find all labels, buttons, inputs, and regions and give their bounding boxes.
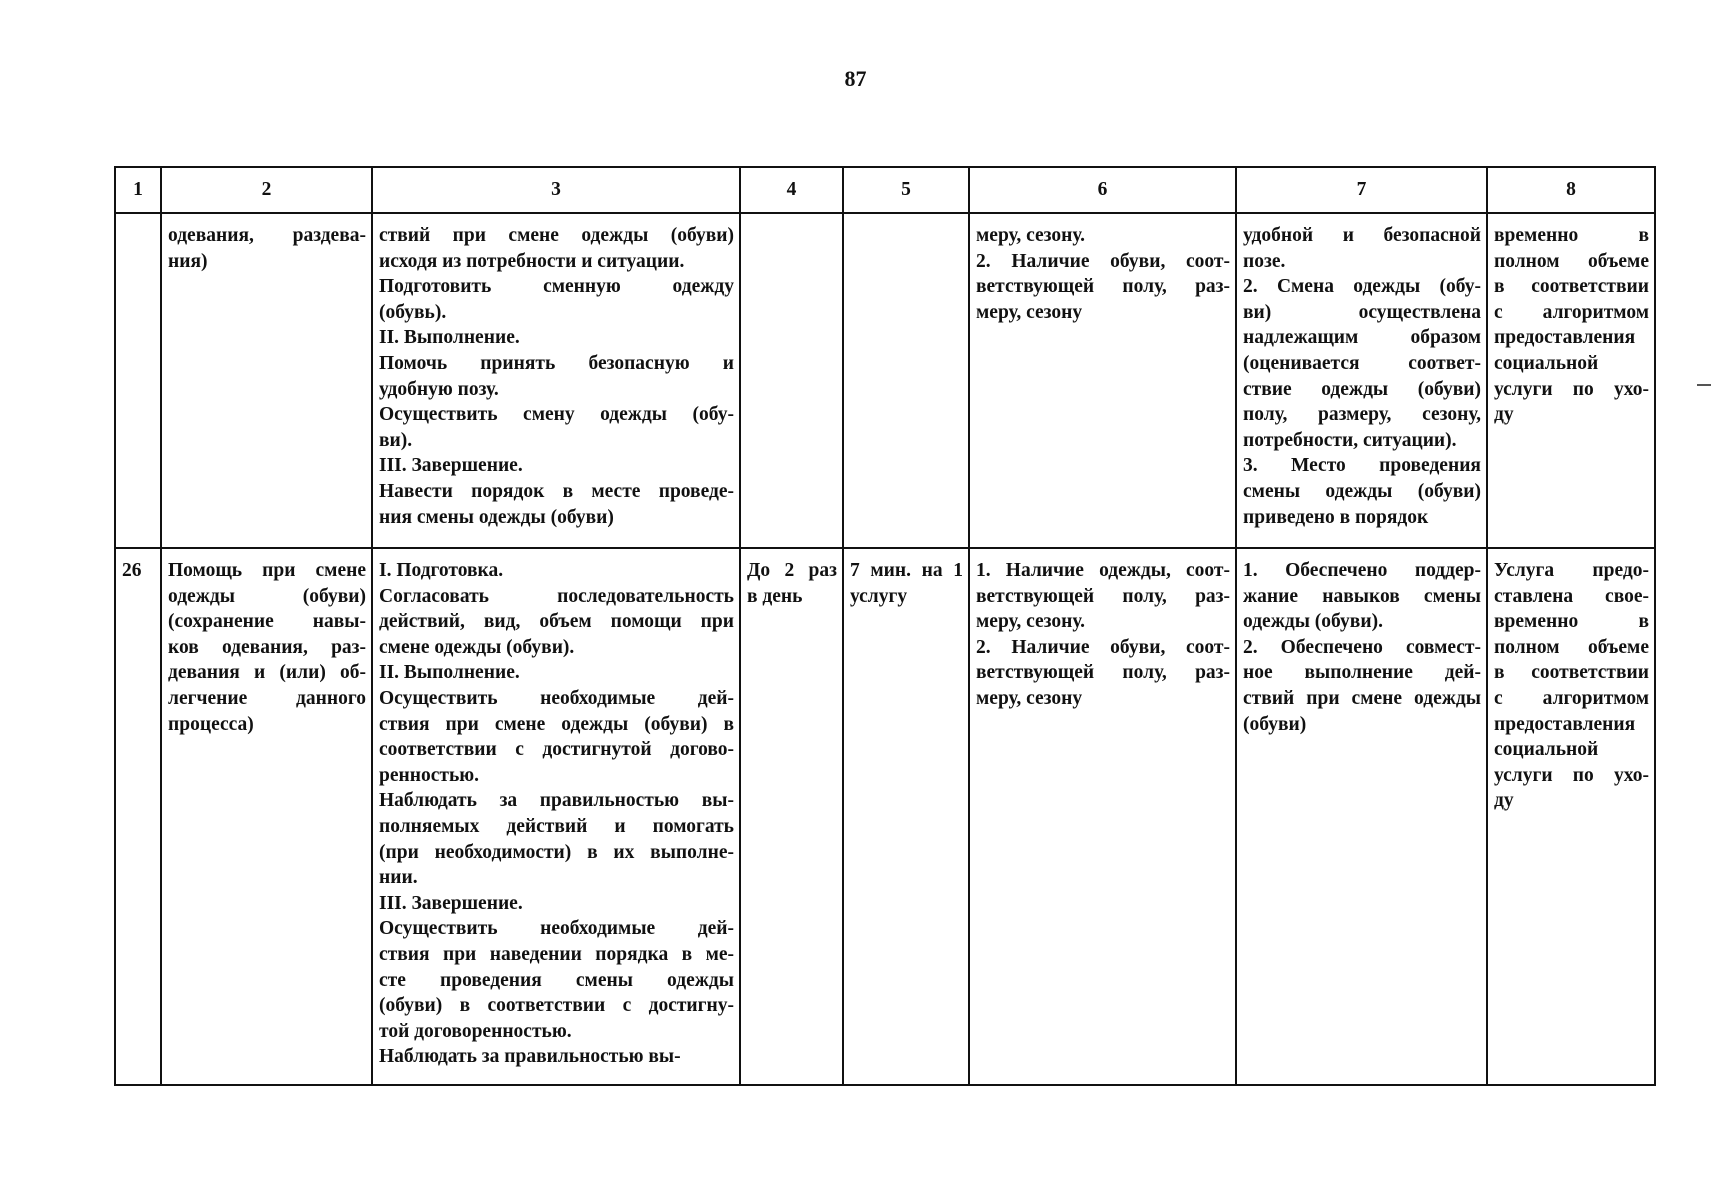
header-cell: 1: [115, 167, 161, 213]
evaluation-cell: [1487, 213, 1655, 548]
cell-text-line: ствие одежды (обуви): [1243, 378, 1481, 400]
cell-text-line: предоставления: [1494, 713, 1636, 735]
cell-text-line: 2. Наличие обуви, соот-: [976, 250, 1230, 272]
row-number-cell: 26: [115, 548, 161, 1085]
cell-text-line: ви) осуществлена: [1243, 301, 1481, 323]
cell-text-line: (при необходимости) в их выполне-: [379, 841, 734, 863]
cell-text-line: (обувь).: [379, 301, 447, 323]
duration-cell: [843, 213, 969, 548]
cell-text-line: III. Завершение.: [379, 892, 523, 914]
cell-text-line: Наблюдать за правильностью вы-: [379, 790, 734, 812]
row-number-cell: [115, 213, 161, 548]
header-cell: 2: [161, 167, 372, 213]
conditions-cell: [969, 213, 1236, 548]
cell-text-line: услуги по ухо-: [1494, 378, 1649, 400]
cell-text-line: Согласовать последовательность: [379, 585, 734, 607]
cell-text-line: ду: [1494, 790, 1514, 812]
cell-text-line: ветствующей полу, раз-: [976, 662, 1230, 684]
cell-text-line: До 2 раз: [747, 560, 837, 581]
cell-text-line: жание навыков смены: [1243, 585, 1481, 607]
cell-text-line: в день: [747, 585, 803, 607]
cell-text-line: той договоренностью.: [379, 1020, 572, 1042]
cell-text-line: временно в: [1494, 611, 1649, 633]
service-name-cell: [161, 548, 372, 1085]
cell-text-line: ду: [1494, 404, 1514, 426]
cell-text-line: II. Выполнение.: [379, 662, 520, 684]
cell-text-line: полняемых действий и помогать: [379, 815, 734, 837]
cell-text-line: смене одежды (обуви).: [379, 636, 575, 658]
cell-text-line: исходя из потребности и ситуации.: [379, 250, 685, 272]
cell-text-line: полном объеме: [1494, 250, 1649, 272]
cell-text-line: (обуви) в соответствии с достигну-: [379, 995, 734, 1017]
cell-text-line: II. Выполнение.: [379, 327, 520, 349]
duration-cell: [843, 548, 969, 1085]
cell-text-line: удобную позу.: [379, 378, 499, 400]
service-description-cell: [372, 548, 740, 1085]
cell-text-line: в соответствии: [1494, 276, 1649, 298]
cell-text-line: (оценивается соответ-: [1243, 352, 1481, 374]
cell-text-line: приведено в порядок: [1243, 506, 1429, 528]
cell-text-line: ствия при смене одежды (обуви) в: [379, 713, 734, 735]
cell-text-line: социальной: [1494, 739, 1599, 761]
cell-text-line: 1. Обеспечено поддер-: [1243, 560, 1481, 581]
cell-text-line: 2. Обеспечено совмест-: [1243, 636, 1481, 658]
cell-text-line: ное выполнение дей-: [1243, 662, 1481, 684]
cell-text-line: позе.: [1243, 250, 1286, 272]
cell-text-line: с алгоритмом: [1494, 301, 1649, 323]
frequency-cell: [740, 213, 843, 548]
header-cell: 7: [1236, 167, 1487, 213]
cell-text-line: одежды (обуви): [168, 585, 366, 607]
cell-text-line: 7 мин. на 1: [850, 560, 963, 581]
cell-text-line: предоставления: [1494, 327, 1636, 349]
cell-text-line: надлежащим образом: [1243, 327, 1481, 349]
cell-text-line: нии.: [379, 867, 418, 889]
quality-indicators-cell: [1236, 213, 1487, 548]
cell-text-line: 2. Смена одежды (обу-: [1243, 276, 1481, 298]
cell-text-line: ния смены одежды (обуви): [379, 506, 614, 528]
evaluation-cell: [1487, 548, 1655, 1085]
frequency-cell: [740, 548, 843, 1085]
cell-text-line: ренностью.: [379, 764, 480, 786]
service-description-cell: [372, 213, 740, 548]
cell-text-line: Осуществить смену одежды (обу-: [379, 404, 734, 426]
cell-text-line: Помочь принять безопасную и: [379, 352, 734, 374]
cell-text-line: Услуга предо-: [1494, 560, 1649, 581]
service-name-cell: [161, 213, 372, 548]
header-cell: 3: [372, 167, 740, 213]
cell-text-line: ния): [168, 250, 208, 272]
cell-text-line: одевания, раздева-: [168, 225, 366, 246]
cell-text-line: временно в: [1494, 225, 1649, 246]
cell-text-line: социальной: [1494, 352, 1599, 374]
cell-text-line: ствий при смене одежды (обуви): [379, 225, 734, 246]
service-table: [114, 166, 1656, 1086]
cell-text-line: ветствующей полу, раз-: [976, 276, 1230, 298]
table-header-row: [115, 167, 1655, 213]
header-cell: 6: [969, 167, 1236, 213]
table-row-26: [115, 548, 1655, 1085]
cell-text-line: услугу: [850, 585, 908, 607]
cell-text-line: Осуществить необходимые дей-: [379, 918, 734, 940]
cell-text-line: ветствующей полу, раз-: [976, 585, 1230, 607]
cell-text-line: одежды (обуви).: [1243, 611, 1383, 633]
cell-text-line: с алгоритмом: [1494, 687, 1649, 709]
cell-text-line: соответствии с достигнутой догово-: [379, 739, 734, 761]
header-cell: 8: [1487, 167, 1655, 213]
cell-text-line: услуги по ухо-: [1494, 764, 1649, 786]
cell-text-line: 2. Наличие обуви, соот-: [976, 636, 1230, 658]
cell-text-line: ствий при смене одежды: [1243, 687, 1481, 709]
table-row-continuation: [115, 213, 1655, 548]
cell-text-line: (обуви): [1243, 713, 1307, 735]
cell-text-line: Помощь при смене: [168, 560, 366, 581]
cell-text-line: (сохранение навы-: [168, 611, 366, 633]
cell-text-line: Осуществить необходимые дей-: [379, 687, 734, 709]
cell-text-line: меру, сезону: [976, 301, 1083, 323]
cell-text-line: Подготовить сменную одежду: [379, 276, 734, 298]
cell-text-line: меру, сезону.: [976, 611, 1086, 633]
cell-text-line: ствия при наведении порядка в ме-: [379, 943, 734, 965]
cell-text-line: полном объеме: [1494, 636, 1649, 658]
cell-text-line: III. Завершение.: [379, 455, 523, 477]
conditions-cell: [969, 548, 1236, 1085]
cell-text-line: I. Подготовка.: [379, 560, 504, 581]
cell-text-line: ков одевания, раз-: [168, 636, 366, 658]
cell-text-line: удобной и безопасной: [1243, 225, 1481, 246]
cell-text-line: ставлена свое-: [1494, 585, 1649, 607]
cell-text-line: легчение данного: [168, 687, 366, 709]
cell-text-line: ви).: [379, 429, 413, 451]
cell-text-line: 3. Место проведения: [1243, 455, 1481, 477]
cell-text-line: сте проведения смены одежды: [379, 969, 734, 991]
quality-indicators-cell: [1236, 548, 1487, 1085]
cell-text-line: девания и (или) об-: [168, 662, 366, 684]
cell-text-line: в соответствии: [1494, 662, 1649, 684]
cell-text-line: Навести порядок в месте проведе-: [379, 480, 734, 502]
cell-text-line: Наблюдать за правильностью вы-: [379, 1046, 681, 1068]
cell-text-line: меру, сезону.: [976, 225, 1086, 246]
cell-text-line: потребности, ситуации).: [1243, 429, 1457, 451]
cell-text-line: действий, вид, объем помощи при: [379, 611, 734, 633]
cell-text-line: меру, сезону: [976, 687, 1083, 709]
header-cell: 5: [843, 167, 969, 213]
cell-text-line: 1. Наличие одежды, соот-: [976, 560, 1230, 581]
scan-mark: [1697, 384, 1711, 386]
cell-text-line: процесса): [168, 713, 254, 735]
cell-text-line: смены одежды (обуви): [1243, 480, 1481, 502]
page-number: 87: [844, 66, 867, 91]
header-cell: 4: [740, 167, 843, 213]
cell-text-line: полу, размеру, сезону,: [1243, 404, 1481, 426]
